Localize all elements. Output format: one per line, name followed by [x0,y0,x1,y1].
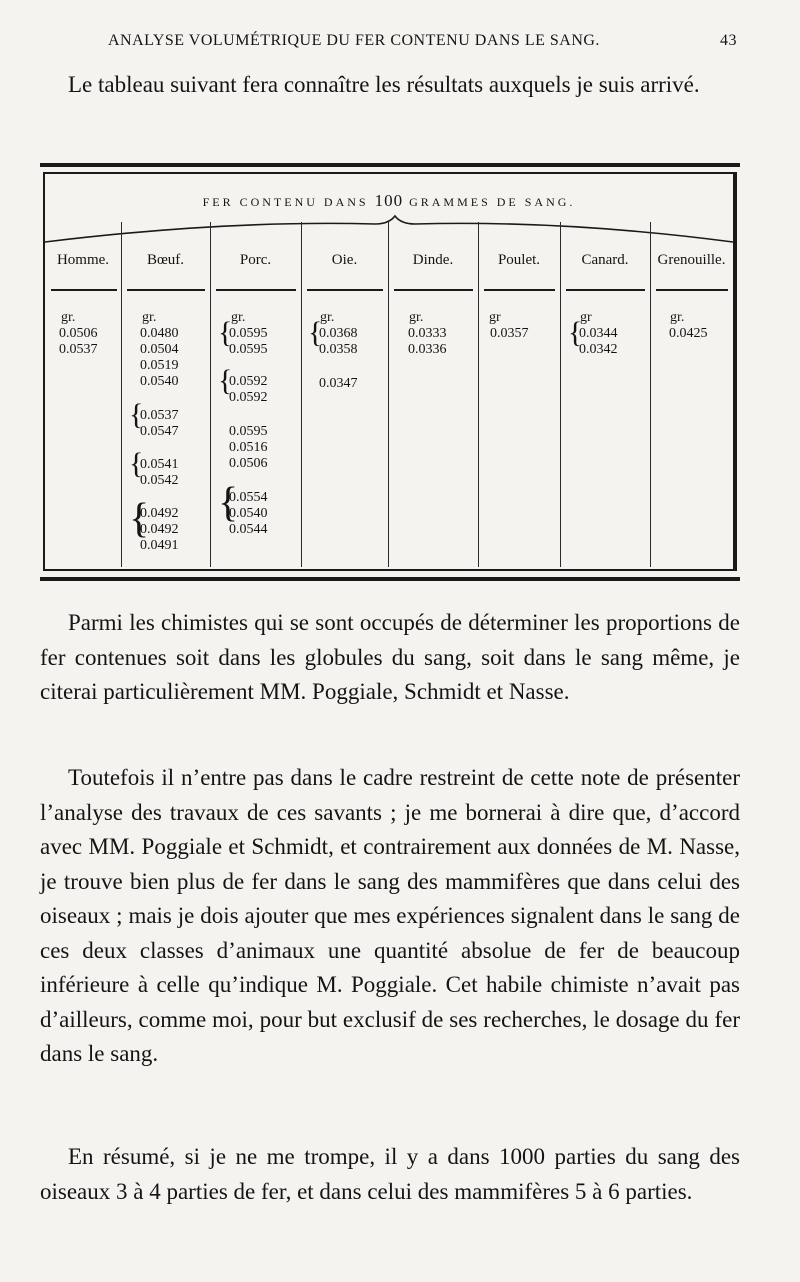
column-header-oie: Oie. [331,252,358,268]
table-title-part-b: GRAMMES DE SANG. [409,195,576,209]
unit-label: gr. [142,310,157,325]
header-rule [51,289,117,291]
brace-glyph: { [218,316,233,349]
column-header-porc: Porc. [239,252,272,268]
col-divider [301,222,302,567]
table-cell: 0.0357 [490,326,529,341]
table-cell: 0.0504 [140,342,179,357]
table-cell: 0.0506 [59,326,98,341]
unit-label: gr. [409,310,424,325]
brace-glyph: { [568,316,583,349]
brace-glyph: { [129,447,144,480]
table-cell: 0.0492 [140,522,179,537]
unit-label: gr [580,310,592,325]
unit-label: gr. [61,310,76,325]
table-cell: 0.0519 [140,358,179,373]
table-cell: 0.0344 [579,326,618,341]
header-rule [394,289,473,291]
page-number: 43 [720,32,737,49]
brace-glyph: { [129,496,150,542]
brace-glyph: { [308,316,323,349]
unit-label: gr. [231,310,246,325]
table-cell: 0.0491 [140,538,179,553]
table-cell: 0.0347 [319,376,358,391]
table-cell: 0.0595 [229,424,268,439]
table-cell: 0.0592 [229,374,268,389]
col-divider [478,222,479,567]
table-frame [43,172,737,571]
brace-glyph: { [129,398,144,431]
table-cell: 0.0537 [59,342,98,357]
table-cell: 0.0540 [229,506,268,521]
table-title-number: 100 [374,191,404,210]
col-divider [650,222,651,567]
unit-label: gr. [320,310,335,325]
header-rule [484,289,555,291]
header-rule [656,289,728,291]
table-cell: 0.0506 [229,456,268,471]
header-rule [127,289,205,291]
body-paragraph-3: En résumé, si je ne me trompe, il y a dans 1000 parties du sang des oiseaux 3 à 4 parties de fer, et dans celui des mammifères 5 à 6 parties. [40,1144,740,1204]
table-cell: 0.0333 [408,326,447,341]
column-header-boeuf: Bœuf. [146,252,185,268]
table-cell: 0.0368 [319,326,358,341]
body-paragraph-2: Toutefois il n’entre pas dans le cadre restreint de cette note de présenter l’analyse des travaux de ces savants ; je me bornerai à dire que, d’accord avec MM. Poggiale et Schmidt, et contrairement aux données de M. Nasse, je trouve bien plus de fer dans le sang des mammifères que dans celui des oiseaux ; mais je dois ajouter que mes expériences signalent dans le sang de ces deux classes d’animaux une quantité absolue de fer de beaucoup inférieure à celle qu’indique M. Poggiale. Cet habile chimiste n’avait pas d’ailleurs, comme moi, pour but exclusif de ses recherches, le dosage du fer dans le sang. [40,765,740,1066]
table-cell: 0.0516 [229,440,268,455]
table-cell: 0.0595 [229,326,268,341]
table-cell: 0.0595 [229,342,268,357]
col-divider [210,222,211,567]
table-cell: 0.0542 [140,473,179,488]
table-cell: 0.0547 [140,424,179,439]
column-header-canard: Canard. [581,252,629,268]
table-cell: 0.0540 [140,374,179,389]
table-cell: 0.0425 [669,326,708,341]
column-header-dinde: Dinde. [412,252,454,268]
table-cell: 0.0592 [229,390,268,405]
table-cell: 0.0554 [229,490,268,505]
brace-glyph: { [218,480,239,526]
col-divider [560,222,561,567]
table-cell: 0.0358 [319,342,358,357]
table-cell: 0.0336 [408,342,447,357]
col-divider [121,222,122,567]
table-cell: 0.0480 [140,326,179,341]
unit-label: gr. [670,310,685,325]
header-rule [216,289,296,291]
table-cell: 0.0541 [140,457,179,472]
table-cell: 0.0342 [579,342,618,357]
header-rule [307,289,383,291]
table-brace [45,214,733,244]
column-header-homme: Homme. [56,252,110,268]
column-header-poulet: Poulet. [497,252,541,268]
header-rule [566,289,645,291]
iron-content-table [40,163,740,581]
table-cell: 0.0492 [140,506,179,521]
table-title [45,191,733,211]
col-divider [388,222,389,567]
running-title: ANALYSE VOLUMÉTRIQUE DU FER CONTENU DANS LE SANG. [108,32,600,49]
body-paragraph-1: Parmi les chimistes qui se sont occupés de déterminer les proportions de fer contenues soit dans les globules du sang, soit dans le sang même, je citerai particulièrement MM. Poggiale, Schmidt et Nasse. [40,610,740,704]
column-header-grenouille: Grenouille. [657,252,726,268]
brace-glyph: { [218,364,233,397]
unit-label: gr [489,310,501,325]
table-cell: 0.0537 [140,408,179,423]
table-title-part-a: FER CONTENU DANS [202,195,369,209]
table-cell: 0.0544 [229,522,268,537]
intro-paragraph: Le tableau suivant fera connaître les résultats auxquels je suis arrivé. [68,72,700,97]
running-header [0,32,800,58]
